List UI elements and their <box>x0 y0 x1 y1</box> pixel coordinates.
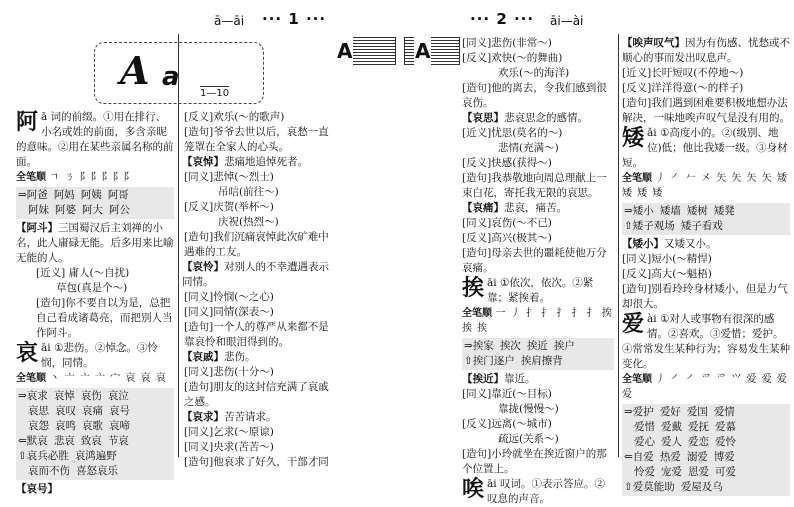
entry-aijin <box>462 372 614 387</box>
word-row <box>464 354 612 369</box>
word: 爱国 <box>686 406 708 418</box>
subentry-head: 【哀求】 <box>182 411 224 423</box>
word: ⇒爱护 <box>624 406 654 418</box>
tag-label: [同义] <box>184 171 214 183</box>
word: ⇐自爱 <box>624 451 654 463</box>
word-row <box>18 419 172 434</box>
stroke-order <box>16 170 174 185</box>
stroke-label: 全笔顺 <box>622 173 652 184</box>
tag-label: [近义] <box>36 267 66 279</box>
stroke-sequence: 一 丿 扌 扌 扌 扌 扌 挨 挨 挨 <box>462 308 613 334</box>
stroke-order <box>622 372 790 402</box>
word: 矮墙 <box>659 205 681 217</box>
antonym: 高大(～魁梧) <box>651 268 712 280</box>
word: 爱抚 <box>688 421 709 433</box>
entry-aixiao <box>622 237 790 252</box>
example-line <box>16 296 174 341</box>
word-row <box>18 449 172 464</box>
definition: 又矮又小。 <box>664 238 717 250</box>
definition: 对别人的不幸遭遇表示同情。 <box>182 261 329 288</box>
word: ⇧挨门逐户 <box>464 355 515 367</box>
tag-label: [反义] <box>462 418 492 430</box>
stroke-label: 全笔顺 <box>622 374 652 385</box>
antonym-line <box>182 110 334 125</box>
word: 哀鸿遍野 <box>74 450 117 462</box>
tag-label: [同义] <box>184 291 214 303</box>
word: 阿姨 <box>80 189 102 201</box>
example-sentence: 爷爷去世以后，哀愁一直笼罩在全家人的心头。 <box>184 126 329 153</box>
synonym: 悲悼(～烈士) <box>213 171 274 183</box>
word-row <box>624 405 788 420</box>
tag-label: [造句] <box>184 321 214 333</box>
word-grid <box>462 338 614 370</box>
stroke-order <box>462 306 614 336</box>
right-column-1 <box>462 36 614 507</box>
definition: āi ①悲伤。②悼念。③怜悯，同情。 <box>41 342 158 369</box>
right-page <box>404 0 794 505</box>
example-line <box>182 230 334 260</box>
antonym-line <box>462 231 614 246</box>
tag-label: [近义] <box>462 127 492 139</box>
synonym-line <box>462 141 614 156</box>
cover-lower-letter: a <box>162 62 180 92</box>
example-line <box>462 246 614 276</box>
tag-label: [同义] <box>184 441 214 453</box>
definition: ā 词的前缀。①用在排行、小名或姓的前面，多含亲昵的意味。②用在某些亲属名称的前面。 <box>16 111 174 168</box>
antonym: 庆贺(举杯～) <box>213 201 274 213</box>
word: 怜爱 <box>634 466 655 478</box>
tag-label: [同义] <box>622 253 652 265</box>
word: 哀怨 <box>28 420 49 432</box>
antonym: 疏远(关系～) <box>498 433 559 445</box>
tag-label: [造句] <box>622 283 652 295</box>
definition: 苦苦请求。 <box>224 411 277 423</box>
synonym-line <box>462 126 614 141</box>
antonym: 欢乐(～的海洋) <box>498 67 570 79</box>
word-grid <box>16 187 174 219</box>
word: 博爱 <box>713 451 735 463</box>
word-row <box>624 480 788 495</box>
page-number: ··· 1 ··· <box>262 10 327 28</box>
example-line <box>182 125 334 155</box>
word: 挨次 <box>499 340 521 352</box>
word: ⇒挨家 <box>464 340 494 352</box>
left-column-2 <box>182 110 334 470</box>
antonym-line <box>462 51 614 66</box>
synonym-line <box>16 281 174 296</box>
word: 爱戴 <box>661 421 682 433</box>
subentry-head: 【哀号】 <box>16 483 58 495</box>
entry-ai-lean <box>462 276 614 306</box>
tag-label: [造句] <box>462 247 492 259</box>
word: 恩爱 <box>688 466 709 478</box>
tag-label: [同义] <box>462 217 492 229</box>
antonym-line <box>462 432 614 447</box>
antonym: 高兴(极其～) <box>491 232 552 244</box>
example-sentence: 我恭敬地向周总理献上一束白花，寄托我无限的哀思。 <box>462 172 607 199</box>
letter-tab <box>350 37 396 65</box>
word: 挨户 <box>553 340 575 352</box>
entry-ai-short <box>622 126 790 171</box>
definition: 悲哀思念的感情。 <box>504 112 588 124</box>
entry-aisi <box>462 111 614 126</box>
word: 矮树 <box>686 205 708 217</box>
antonym: 欢乐(～的歌声) <box>213 111 285 123</box>
word: ⇒阿爸 <box>18 189 48 201</box>
word-row <box>18 434 172 449</box>
word: 阿婆 <box>55 204 76 216</box>
example-line <box>182 320 334 350</box>
antonym: 洋洋得意(～的样子) <box>651 82 744 94</box>
word-row <box>18 404 172 419</box>
example-sentence: 你不要自以为是，总把自己看成诸葛亮，而把别人当作阿斗。 <box>36 297 173 339</box>
antonym-line <box>462 156 614 171</box>
tag-label: [造句] <box>184 381 214 393</box>
synonym-line <box>622 252 790 267</box>
antonym-line <box>462 417 614 432</box>
stroke-order <box>16 371 174 386</box>
antonym-line <box>622 81 790 96</box>
definition: 因为有伤感、忧愁或不顺心的事而发出叹息声。 <box>622 37 790 64</box>
word: 爱人 <box>661 436 682 448</box>
word: 哀而不伤 <box>28 465 70 477</box>
tag-label: [造句] <box>462 82 492 94</box>
word: 哀号 <box>109 405 130 417</box>
stroke-label: 全笔顺 <box>16 172 46 183</box>
word-row <box>624 435 788 450</box>
subentry-head: 【哀痛】 <box>462 202 504 214</box>
entry-aiqiu <box>182 410 334 425</box>
synonym-line <box>462 387 614 402</box>
tag-label: [反义] <box>462 157 492 169</box>
tag-label: [同义] <box>184 306 214 318</box>
definition: 靠近。 <box>504 373 536 385</box>
tag-label: [造句] <box>622 97 652 109</box>
column-divider <box>618 34 619 457</box>
antonym: 远离(～城市) <box>491 418 552 430</box>
example-line <box>182 380 334 410</box>
word: 挨近 <box>526 340 548 352</box>
stroke-order <box>622 171 790 201</box>
synonym-line <box>462 402 614 417</box>
tag-label: [造句] <box>36 297 66 309</box>
headword: 矮 <box>622 125 645 151</box>
example-line <box>622 96 790 126</box>
word: ⇧矮子观场 <box>624 220 675 232</box>
synonym-line <box>182 305 334 320</box>
definition: ài ①对人或事物有很深的感情。②喜欢。③爱惜；爱护。④常常发生某种行为；容易发生某种变化。 <box>622 313 790 370</box>
word-grid <box>622 404 790 496</box>
definition: ǎi ①高度小的。②(级别、地位)低；他比我矮一级。③身材短。 <box>622 127 788 169</box>
entry-ailian <box>182 260 334 290</box>
stroke-sequence: 丿 ㇒ 𠂉 㐅 矢 矢 矢 矢 矮 矮 矮 矮 <box>622 173 788 199</box>
word: 阿妹 <box>28 204 49 216</box>
tag-label: [反义] <box>462 232 492 244</box>
definition: āi ①依次，依次。②紧靠；紧挨着。 <box>487 277 594 304</box>
subentry-head: 【哀怜】 <box>182 261 224 273</box>
antonym-line <box>622 267 790 282</box>
headword: 哀 <box>16 340 39 366</box>
word: 阿妈 <box>53 189 75 201</box>
entry-ai-sigh <box>462 477 614 507</box>
word: 爱怜 <box>715 436 736 448</box>
subentry-head: 【哀思】 <box>462 112 504 124</box>
cover-entry-range: 1—10 <box>200 88 230 99</box>
tag-label: [反义] <box>622 268 652 280</box>
tag-label: [造句] <box>184 456 214 468</box>
left-column-1 <box>16 110 174 497</box>
example-sentence: 他的离去，令我们感到很哀伤。 <box>462 82 607 109</box>
word: 阿公 <box>109 204 130 216</box>
word-row <box>18 203 172 218</box>
word-grid <box>16 388 174 480</box>
word: 哀痛 <box>82 405 103 417</box>
example-line <box>462 447 614 477</box>
synonym-line <box>182 440 334 455</box>
synonym: 悲伤(非常～) <box>491 37 552 49</box>
synonym-line <box>182 365 334 380</box>
definition: 悲哀，痛苦。 <box>504 202 567 214</box>
running-head: ā—āi <box>214 14 245 28</box>
synonym: 靠拢(慢慢～) <box>498 403 559 415</box>
antonym: 欢快(～的舞曲) <box>491 52 563 64</box>
synonym: 同情(深表～) <box>213 306 274 318</box>
synonym: 悲情(充满～) <box>498 142 559 154</box>
definition: āi 叹词。①表示答应。②叹息的声音。 <box>487 478 605 505</box>
subentry-head: 【矮小】 <box>622 238 664 250</box>
entry-aisheng <box>622 36 790 66</box>
synonym: 吊唁(前往～) <box>218 186 279 198</box>
word: 爱心 <box>634 436 655 448</box>
example-sentence: 母亲去世的噩耗使他万分哀痛。 <box>462 247 607 274</box>
entry-adou <box>16 221 174 266</box>
word: 爱惜 <box>634 421 655 433</box>
synonym-line <box>182 425 334 440</box>
synonym-line <box>462 36 614 51</box>
tag-label: [同义] <box>462 388 492 400</box>
subentry-head: 【哀悼】 <box>182 156 224 168</box>
word: 哀伤 <box>80 390 102 402</box>
word: 哀悼 <box>53 390 75 402</box>
stroke-label: 全笔顺 <box>462 308 492 319</box>
word: ⇒哀求 <box>18 390 48 402</box>
tag-label: [同义] <box>184 426 214 438</box>
word: 宠爱 <box>661 466 682 478</box>
synonym: 悲伤(十分～) <box>213 366 274 378</box>
word: 喜怒哀乐 <box>76 465 118 477</box>
example-line <box>622 282 790 312</box>
subentry-head: 【挨近】 <box>462 373 504 385</box>
tag-label: [反义] <box>462 52 492 64</box>
word-row <box>18 464 172 479</box>
synonym-line <box>16 266 174 281</box>
running-head: āi—ài <box>550 14 584 28</box>
word: 悲哀 <box>53 435 75 447</box>
word-row <box>18 188 172 203</box>
word-row <box>624 420 788 435</box>
synonym: 哀伤(～不已) <box>491 217 552 229</box>
tag-label: [近义] <box>622 67 652 79</box>
antonym-line <box>462 66 614 81</box>
example-line <box>462 171 614 201</box>
subentry-head: 【哀戚】 <box>182 351 224 363</box>
synonym-line <box>182 170 334 185</box>
word: 致哀 <box>80 435 102 447</box>
word-row <box>624 465 788 480</box>
word: 哀鸣 <box>55 420 76 432</box>
word: 节哀 <box>107 435 129 447</box>
tag-label: [造句] <box>462 448 492 460</box>
word: 挨肩擦背 <box>520 355 563 367</box>
word: 爱慕 <box>715 421 736 433</box>
entry-a <box>16 110 174 170</box>
word-row <box>464 339 612 354</box>
subentry-head: 【阿斗】 <box>16 222 58 234</box>
synonym-line <box>622 66 790 81</box>
tag-label: [同义] <box>462 37 492 49</box>
entry-aitong <box>462 201 614 216</box>
example-sentence: 别看玲玲身材矮小，但是力气却很大。 <box>622 283 788 310</box>
word: 哀啼 <box>109 420 130 432</box>
word-row <box>624 204 788 219</box>
word: 爱屋及乌 <box>680 481 723 493</box>
entry-ai <box>16 341 174 371</box>
synonym: 怜悯(～之心) <box>213 291 274 303</box>
word: ⇐默哀 <box>18 435 48 447</box>
antonym: 快感(获得～) <box>491 157 552 169</box>
stroke-sequence: ㄱ ㄋ 阝阝阝阝阝 <box>49 172 135 183</box>
right-column-2 <box>622 36 790 498</box>
example-sentence: 小玲就坐在挨近窗户的那个位置上。 <box>462 448 607 475</box>
antonym: 庆祝(热烈～) <box>218 216 279 228</box>
word: 热爱 <box>659 451 681 463</box>
tag-label: [造句] <box>184 231 214 243</box>
stroke-sequence: 丿 ㇒ ㇒ 爫 爫 ⺍ 爱 爱 爱 爱 <box>622 374 788 400</box>
synonym: 庸人(～自扰) <box>68 267 130 279</box>
stroke-label: 全笔顺 <box>16 373 46 384</box>
word: 溺爱 <box>686 451 708 463</box>
word: 哀叹 <box>55 405 76 417</box>
example-sentence: 他哀求了好久，干部才同 <box>213 456 329 468</box>
word: 矮子看戏 <box>680 220 723 232</box>
definition: 三国蜀汉后主刘禅的小名，此人庸碌无能。后多用来比喻无能的人。 <box>16 222 174 264</box>
word: 哀歌 <box>82 420 103 432</box>
word: ⇧哀兵必胜 <box>18 450 69 462</box>
example-sentence: 我们沉痛哀悼此次矿难中遇难的工友。 <box>184 231 329 258</box>
headword: 挨 <box>462 275 485 301</box>
synonym-line <box>182 185 334 200</box>
word: ⇧爱莫能助 <box>624 481 675 493</box>
entry-aiqi <box>182 350 334 365</box>
example-line <box>182 455 334 470</box>
left-page <box>0 0 400 495</box>
word: 阿大 <box>82 204 103 216</box>
entry-ai-love <box>622 312 790 372</box>
synonym: 乞求(～原谅) <box>213 426 274 438</box>
stroke-sequence: 丶 亠 亠 亠 宀 哀 哀 哀 <box>49 373 167 384</box>
word-row <box>624 219 788 234</box>
headword: 爱 <box>622 311 645 337</box>
example-sentence: 朋友的这封信充满了哀戚之感。 <box>184 381 329 408</box>
tag-label: [造句] <box>184 126 214 138</box>
word: 爱恋 <box>688 436 709 448</box>
tag-label: [反义] <box>184 111 214 123</box>
cover-upper-letter: A <box>120 48 150 93</box>
tag-label: [同义] <box>184 366 214 378</box>
word: ⇒矮小 <box>624 205 654 217</box>
headword: 唉 <box>462 476 485 502</box>
synonym-line <box>462 216 614 231</box>
synonym: 央求(苦苦～) <box>213 441 274 453</box>
word: 哀思 <box>28 405 49 417</box>
antonym-line <box>182 215 334 230</box>
word: 阿哥 <box>107 189 129 201</box>
letter-tab <box>404 37 460 65</box>
synonym-line <box>182 290 334 305</box>
column-divider <box>178 34 179 457</box>
example-line <box>462 81 614 111</box>
tag-label: [造句] <box>462 172 492 184</box>
synonym: 短小(～精悍) <box>651 253 712 265</box>
word: 矮凳 <box>713 205 735 217</box>
page-number: ··· 2 ··· <box>470 10 535 28</box>
entry-aidao <box>182 155 334 170</box>
tag-label: [反义] <box>184 201 214 213</box>
synonym: 忧思(莫名的～) <box>491 127 563 139</box>
word: 爱情 <box>713 406 735 418</box>
synonym: 长吁短叹(不停地～) <box>651 67 744 79</box>
antonym-line <box>182 200 334 215</box>
word-row <box>18 389 172 404</box>
synonym: 靠近(～目标) <box>491 388 552 400</box>
definition: 悲痛地追悼死者。 <box>224 156 308 168</box>
word: 哀泣 <box>107 390 129 402</box>
synonym: 草包(真是个～) <box>56 282 128 294</box>
example-sentence: 一个人的尊严从来都不是靠哀怜和眼泪得到的。 <box>184 321 329 348</box>
definition: 悲伤。 <box>224 351 256 363</box>
word: 可爱 <box>715 466 736 478</box>
tag-label: [反义] <box>622 82 652 94</box>
subentry-head: 【唉声叹气】 <box>622 37 685 49</box>
word: 爱好 <box>659 406 681 418</box>
headword: 阿 <box>16 109 39 135</box>
word-grid <box>622 203 790 235</box>
word-row <box>624 450 788 465</box>
letter-tab-label: A <box>337 39 353 63</box>
example-sentence: 我们遇到困难要积极地想办法解决，一味地唉声叹气是没有用的。 <box>622 97 790 124</box>
letter-tab-label: A <box>415 39 431 63</box>
